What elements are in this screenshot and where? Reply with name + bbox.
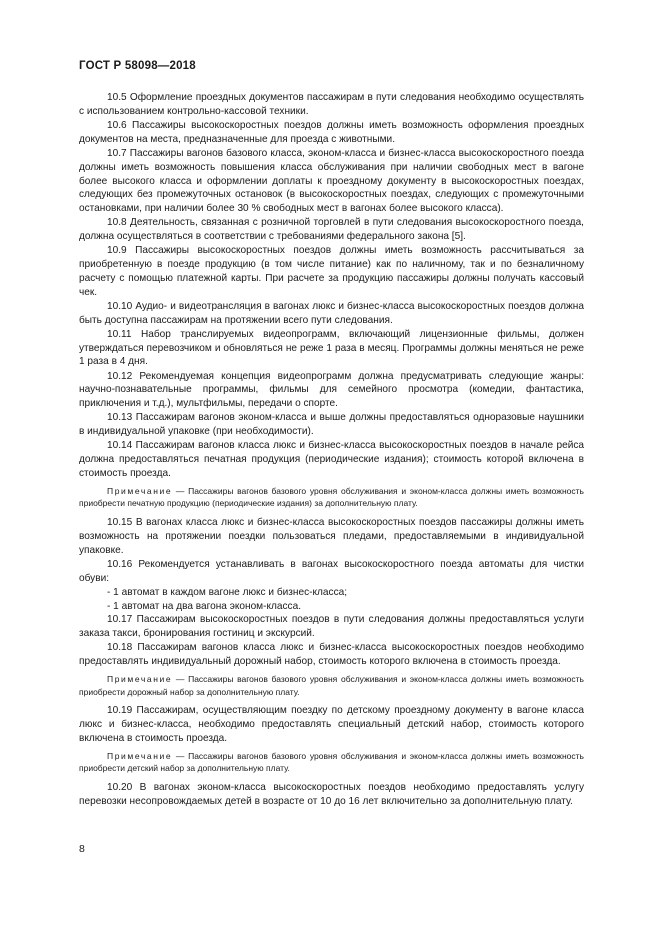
paragraph-10-7: 10.7 Пассажиры вагонов базового класса, эконом-класса и бизнес-класса высокоскоростного поезда должны иметь возможность повышения класса обслуживания при наличии свободных мест в вагоне более высокого класса и оформлении доплаты к проездному документу в высокоскоростных поездах, следующих без промежуточных остановок (в высокоскоростных поездах, следующих с промежуточными остановками, при наличии более 30 % свободных мест в вагонах более высокого класса). xyxy=(79,148,584,214)
paragraph-10-10: 10.10 Аудио- и видеотрансляция в вагонах люкс и бизнес-класса высокоскоростных поездов должна быть доступна пассажирам на протяжении всего пути следования. xyxy=(79,300,584,326)
document-header: ГОСТ Р 58098—2018 xyxy=(79,60,196,72)
list-item: - 1 автомат на два вагона эконом-класса. xyxy=(107,600,302,612)
paragraph-10-8: 10.8 Деятельность, связанная с розничной торговлей в пути следования высокоскоростного поезда, должна осуществляться в соответствии с требованиями федерального закона [5]. xyxy=(79,217,584,242)
list-item: - 1 автомат в каждом вагоне люкс и бизнес-класса; xyxy=(107,586,348,598)
paragraph-10-13: 10.13 Пассажирам вагонов эконом-класса и выше должны предоставляться одноразовые наушники в индивидуальной упаковке (при необходимости). xyxy=(79,412,584,437)
note-10-18 xyxy=(79,673,584,699)
paragraph-10-20: 10.20 В вагонах эконом-класса высокоскоростных поездов необходимо предоставлять услугу перевозки несопровождаемых детей в возрасте от 10 до 16 лет включительно за дополнительную плату. xyxy=(79,782,584,808)
paragraph-10-5: 10.5 Оформление проездных документов пассажирам в пути следования необходимо осуществлять с использованием контрольно-кассовой техники. xyxy=(79,92,584,117)
paragraph-10-9: 10.9 Пассажиры высокоскоростных поездов должны иметь возможность рассчитываться за приобретенную в поезде продукцию (в том числе питание) как по наличному, так и по безналичному расчету с помощью платежной карты. При расчете за продукцию пассажиры должны получать кассовый чек. xyxy=(79,245,584,298)
note-label: Примечание xyxy=(107,485,173,496)
paragraph-10-14: 10.14 Пассажирам вагонов класса люкс и бизнес-класса высокоскоростных поездов в начале рейса должна предоставляться печатная продукция (периодические издания); стоимость которой включена в стоимость проезда. xyxy=(79,440,584,479)
paragraph-10-16: 10.16 Рекомендуется устанавливать в вагонах высокоскоростного поезда автоматы для чистки обуви: xyxy=(79,558,584,584)
document-body xyxy=(79,91,584,809)
paragraph-10-15: 10.15 В вагонах класса люкс и бизнес-класса высокоскоростных поездов пассажиры должны иметь возможность на протяжении поездки пользоваться пледами, предоставляемыми в индивидуальной упаковке. xyxy=(79,517,584,556)
paragraph-10-19: 10.19 Пассажирам, осуществляющим поездку по детскому проездному документу в вагоне класса люкс и бизнес-класса, необходимо предоставлять специальный детский набор, стоимость которого включена в стоимость проезда. xyxy=(79,705,584,744)
paragraph-10-12: 10.12 Рекомендуемая концепция видеопрограмм должна предусматривать следующие жанры: научно-познавательные программы, фильмы для семейного просмотра (комедии, фантастика, приключения и т.д.), мультфильмы, передачи о спорте. xyxy=(79,370,584,409)
paragraph-10-18: 10.18 Пассажирам вагонов класса люкс и бизнес-класса высокоскоростных поездов необходимо предоставлять индивидуальный дорожный набор, стоимость которого включена в стоимость проезда. xyxy=(79,642,584,668)
note-label: Примечание xyxy=(107,750,173,761)
note-10-19 xyxy=(79,750,584,776)
note-text: — Пассажиры вагонов базового уровня обслуживания и эконом-класса должны иметь возможность приобрести детский набор за дополнительную плату. xyxy=(79,750,584,774)
note-label: Примечание xyxy=(107,673,173,684)
paragraph-10-17: 10.17 Пассажирам высокоскоростных поездов в пути следования должны предоставляться услуги заказа такси, бронирования гостиниц и экскурсий. xyxy=(79,614,584,640)
note-text: — Пассажиры вагонов базового уровня обслуживания и эконом-класса должны иметь возможность приобрести дорожный набор за дополнительную плату. xyxy=(79,673,584,697)
note-text: — Пассажиры вагонов базового уровня обслуживания и эконом-класса должны иметь возможность приобрести печатную продукцию (периодические издания) за дополнительную плату. xyxy=(79,485,584,509)
note-10-14 xyxy=(79,485,584,511)
page-number: 8 xyxy=(79,843,85,855)
paragraph-10-11: 10.11 Набор транслируемых видеопрограмм, включающий лицензионные фильмы, должен утверждаться перевозчиком и обновляться не реже 1 раза в месяц. Программы должны меняться не реже 1 раза в 4 дня. xyxy=(79,328,584,368)
paragraph-10-6: 10.6 Пассажиры высокоскоростных поездов должны иметь возможность оформления проездных документов на места, предназначенные для проезда с животными. xyxy=(79,120,584,145)
